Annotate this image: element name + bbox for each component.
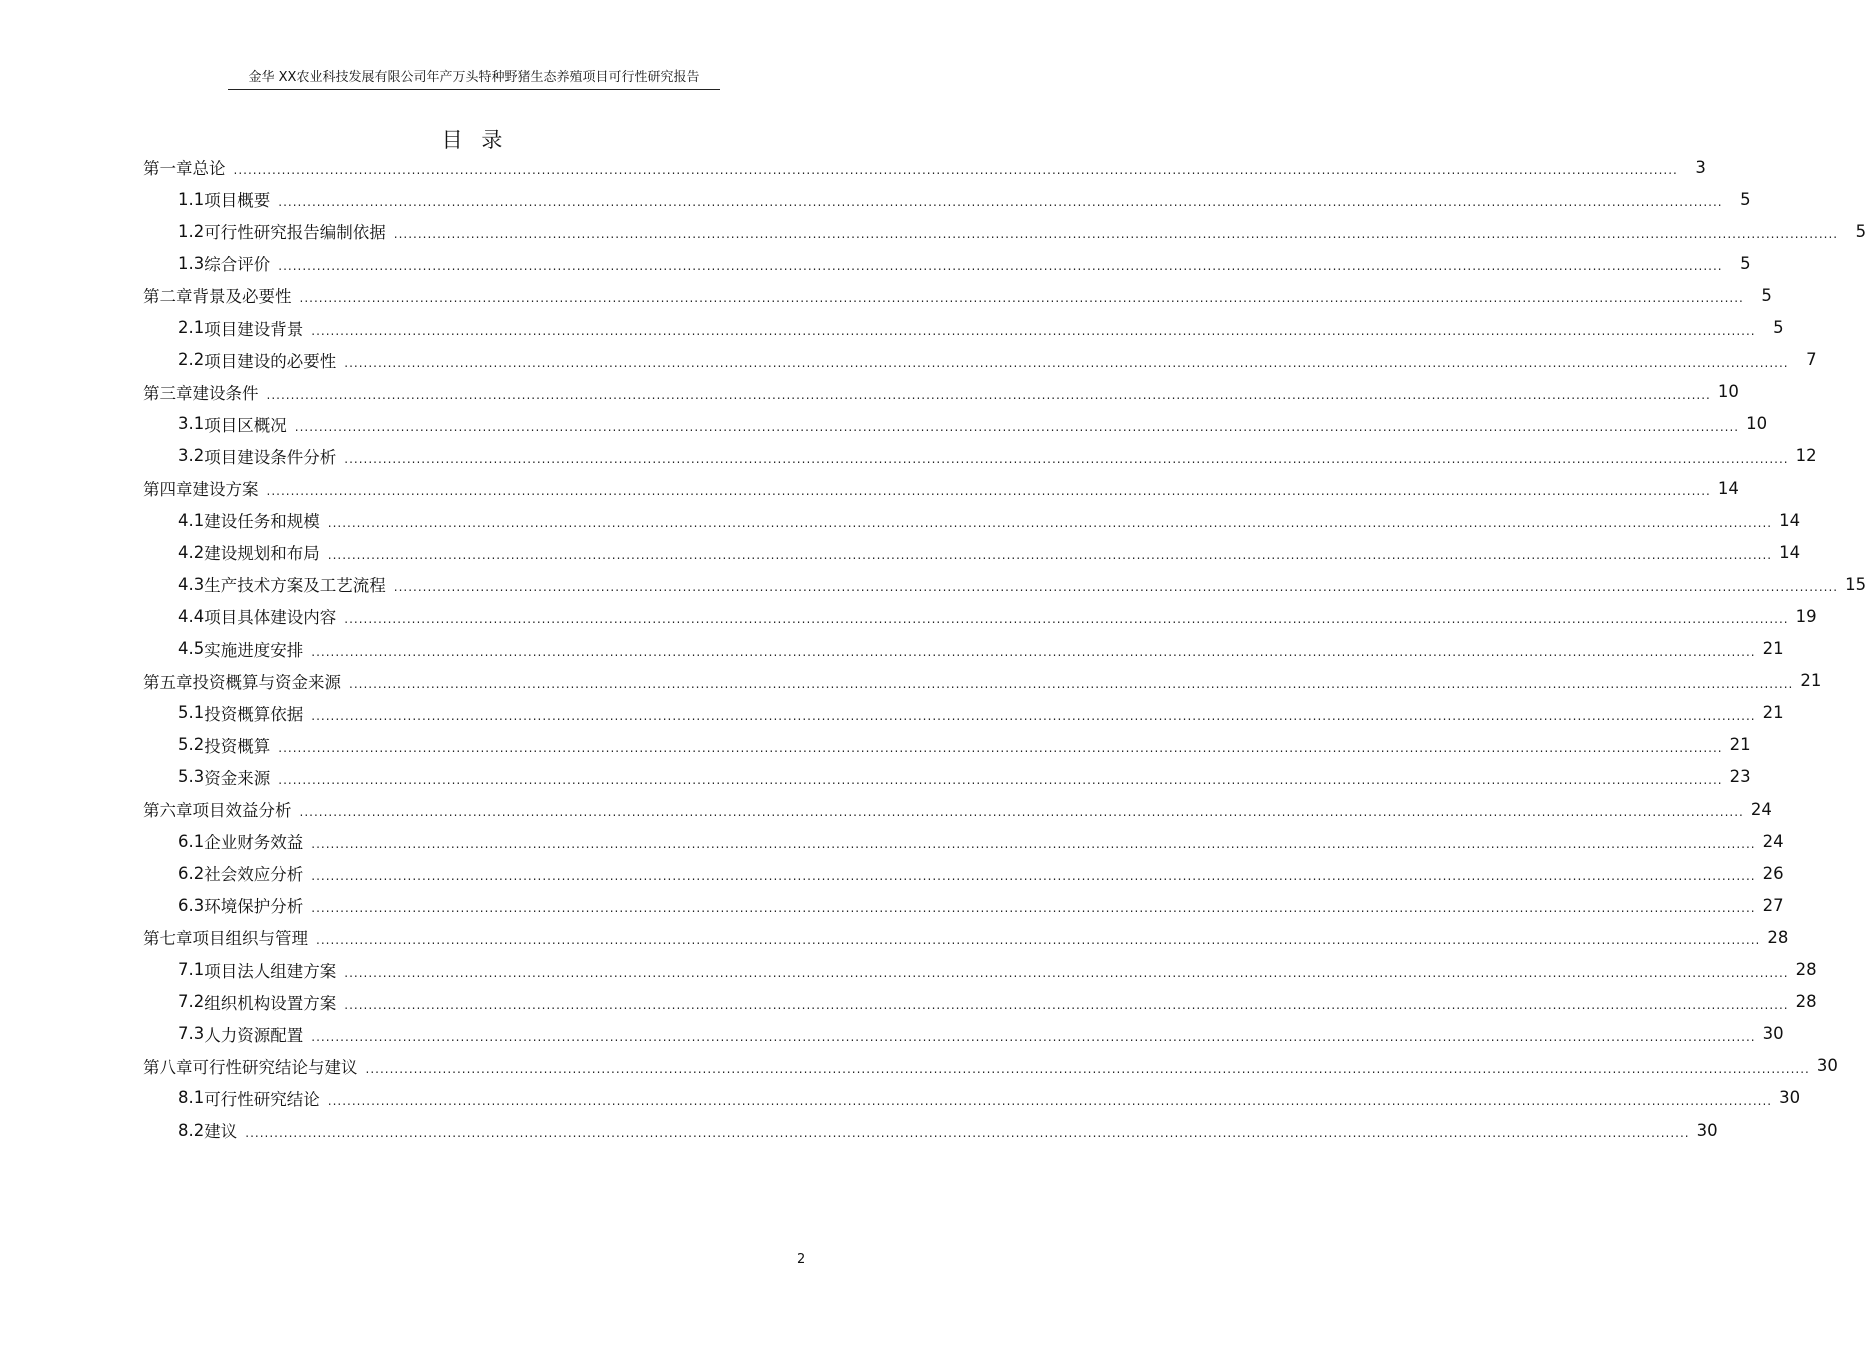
- toc-entry-number: 1.1: [178, 189, 205, 209]
- toc-leader-dots: ............................................................................................................................................................................................................................................................................................................: [233, 163, 1678, 177]
- toc-entry[interactable]: [178, 761, 1751, 793]
- toc-entry-title: 项目建设背景: [204, 319, 304, 339]
- toc-entry[interactable]: [178, 1114, 1718, 1146]
- toc-entry-title: 可行性研究结论: [204, 1089, 320, 1109]
- toc-entry-page: 21: [1800, 671, 1822, 691]
- toc-entry-title: 综合评价: [204, 255, 271, 275]
- running-header: 金华 XX农业科技发展有限公司年产万头特种野猪生态养殖项目可行性研究报告: [228, 70, 720, 90]
- toc-entry-number: 4.1: [178, 510, 205, 530]
- toc-entry-number: 6.3: [178, 895, 205, 915]
- toc-entry-page: 28: [1767, 927, 1789, 947]
- toc-entry-title: 投资概算与资金来源: [192, 672, 341, 692]
- toc-leader-dots: ............................................................................................................................................................................................................................................................................................................: [344, 612, 1789, 627]
- toc-entry-number: 第六章: [143, 801, 193, 820]
- toc-entry-number: 5.2: [178, 735, 205, 755]
- toc-entry-page: 26: [1762, 863, 1784, 883]
- toc-entry-title: 实施进度安排: [204, 640, 304, 660]
- toc-entry-page: 10: [1717, 382, 1739, 402]
- toc-entry-title: 建设方案: [192, 480, 259, 499]
- toc-leader-dots: ............................................................................................................................................................................................................................................................................................................: [266, 484, 1711, 498]
- toc-entry-title: 项目概要: [204, 191, 271, 211]
- toc-leader-dots: ............................................................................................................................................................................................................................................................................................................: [311, 837, 1756, 852]
- toc-entry-number: 7.1: [178, 960, 205, 979]
- toc-leader-dots: ............................................................................................................................................................................................................................................................................................................: [311, 644, 1756, 659]
- toc-entry-page: 14: [1717, 478, 1739, 498]
- toc-entry-page: 12: [1795, 446, 1817, 466]
- toc-entry-number: 5.3: [178, 767, 205, 787]
- toc-entry-title: 可行性研究报告编制依据: [204, 223, 386, 243]
- toc-entry-number: 第一章: [143, 159, 193, 178]
- toc-entry-page: 23: [1729, 767, 1751, 787]
- toc-entry-title: 投资概算依据: [204, 704, 304, 724]
- toc-entry[interactable]: [178, 697, 1784, 729]
- toc-entry[interactable]: [178, 600, 1817, 632]
- toc-entry-page: 5: [1855, 221, 1866, 241]
- toc-entry-number: 5.1: [178, 703, 205, 723]
- toc-entry-title: 投资概算: [204, 736, 271, 756]
- toc-leader-dots: ............................................................................................................................................................................................................................................................................................................: [299, 805, 1744, 819]
- toc-entry-number: 7.3: [178, 1024, 205, 1044]
- toc-entry-page: 5: [1740, 253, 1751, 273]
- toc-leader-dots: ............................................................................................................................................................................................................................................................................................................: [299, 291, 1744, 306]
- toc-entry[interactable]: [178, 215, 1866, 247]
- toc-leader-dots: ............................................................................................................................................................................................................................................................................................................: [245, 1126, 1690, 1140]
- toc-entry-page: 30: [1779, 1088, 1801, 1108]
- toc-entry-page: 27: [1762, 895, 1784, 915]
- toc-leader-dots: ............................................................................................................................................................................................................................................................................................................: [327, 548, 1773, 563]
- toc-entry[interactable]: [178, 954, 1817, 986]
- toc-leader-dots: ............................................................................................................................................................................................................................................................................................................: [393, 580, 1839, 595]
- toc-entry[interactable]: [178, 536, 1801, 568]
- toc-entry-number: 第四章: [143, 480, 193, 499]
- toc-entry-number: 1.2: [178, 221, 205, 241]
- toc-entry[interactable]: [143, 151, 1706, 183]
- toc-entry-page: 10: [1746, 414, 1768, 434]
- toc-entry-number: 第七章: [143, 929, 193, 949]
- toc-entry[interactable]: [143, 793, 1772, 825]
- toc-entry[interactable]: [178, 889, 1784, 921]
- toc-entry-page: 21: [1762, 703, 1784, 723]
- toc-entry-title: 生产技术方案及工艺流程: [204, 576, 386, 596]
- toc-entry-number: 第三章: [143, 383, 193, 403]
- toc-entry-page: 30: [1816, 1056, 1838, 1076]
- toc-leader-dots: ............................................................................................................................................................................................................................................................................................................: [266, 387, 1711, 402]
- toc-entry-title: 项目建设的必要性: [204, 351, 337, 371]
- toc-entry-page: 28: [1795, 960, 1817, 979]
- toc-entry[interactable]: [178, 312, 1784, 344]
- toc-entry-title: 可行性研究结论与建议: [192, 1057, 358, 1077]
- toc-entry[interactable]: [143, 472, 1739, 504]
- toc-leader-dots: ............................................................................................................................................................................................................................................................................................................: [278, 740, 1723, 755]
- toc-leader-dots: ............................................................................................................................................................................................................................................................................................................: [365, 1061, 1810, 1076]
- toc-leader-dots: ............................................................................................................................................................................................................................................................................................................: [327, 1093, 1773, 1108]
- toc-leader-dots: ............................................................................................................................................................................................................................................................................................................: [316, 933, 1761, 948]
- toc-leader-dots: ............................................................................................................................................................................................................................................................................................................: [311, 901, 1756, 916]
- toc-entry-title: 组织机构设置方案: [204, 993, 337, 1013]
- toc-entry-number: 4.2: [178, 542, 205, 562]
- toc-entry-page: 24: [1750, 799, 1772, 819]
- toc-entry-title: 项目法人组建方案: [204, 961, 337, 981]
- toc-entry-page: 15: [1845, 574, 1866, 594]
- toc-entry-title: 企业财务效益: [204, 833, 304, 853]
- toc-leader-dots: ............................................................................................................................................................................................................................................................................................................: [344, 451, 1789, 466]
- toc-entry-page: 5: [1740, 189, 1751, 209]
- toc-leader-dots: ............................................................................................................................................................................................................................................................................................................: [327, 516, 1773, 531]
- toc-leader-dots: ............................................................................................................................................................................................................................................................................................................: [311, 869, 1756, 884]
- toc-entry[interactable]: [143, 921, 1789, 953]
- toc-entry-page: 14: [1779, 510, 1801, 530]
- toc-entry-number: 4.5: [178, 639, 205, 658]
- toc-entry-title: 建设任务和规模: [204, 512, 320, 532]
- toc-entry-number: 8.2: [178, 1120, 205, 1140]
- toc-entry-title: 建设条件: [192, 383, 259, 403]
- toc-leader-dots: ............................................................................................................................................................................................................................................................................................................: [344, 997, 1789, 1012]
- toc-entry[interactable]: [178, 440, 1817, 472]
- toc-entry-number: 6.1: [178, 831, 205, 851]
- toc-entry[interactable]: [178, 857, 1784, 889]
- toc-entry[interactable]: [178, 408, 1768, 440]
- toc-entry-title: 背景及必要性: [192, 287, 292, 307]
- toc-leader-dots: ............................................................................................................................................................................................................................................................................................................: [311, 1029, 1756, 1044]
- toc-entry[interactable]: [178, 344, 1817, 376]
- toc-entry-page: 30: [1762, 1024, 1784, 1044]
- toc-entry-title: 建设规划和布局: [204, 544, 320, 564]
- page-number: 2: [797, 1252, 806, 1267]
- toc-entry[interactable]: [178, 825, 1784, 857]
- toc-entry-page: 7: [1806, 350, 1817, 370]
- toc-entry-number: 4.3: [178, 574, 205, 594]
- toc-title: 目 录: [441, 128, 509, 152]
- toc-entry-page: 3: [1695, 157, 1706, 177]
- toc-entry-number: 2.1: [178, 318, 205, 337]
- toc-entry-number: 6.2: [178, 863, 205, 883]
- toc-entry-title: 建议: [204, 1122, 238, 1141]
- toc-entry[interactable]: [178, 633, 1784, 665]
- toc-entry-title: 项目具体建设内容: [204, 608, 337, 628]
- toc-entry-number: 2.2: [178, 350, 205, 370]
- toc-entry-page: 14: [1779, 542, 1801, 562]
- toc-leader-dots: ............................................................................................................................................................................................................................................................................................................: [349, 676, 1794, 691]
- toc-entry-title: 项目建设条件分析: [204, 447, 337, 467]
- toc-leader-dots: ............................................................................................................................................................................................................................................................................................................: [311, 323, 1756, 338]
- toc-entry[interactable]: [178, 1018, 1784, 1050]
- toc-entry-number: 1.3: [178, 253, 205, 273]
- toc-entry[interactable]: [178, 1082, 1801, 1114]
- toc-entry-page: 30: [1696, 1120, 1718, 1140]
- toc-leader-dots: ............................................................................................................................................................................................................................................................................................................: [278, 259, 1723, 274]
- toc-entry-number: 第八章: [143, 1057, 193, 1077]
- toc-entry-title: 项目效益分析: [192, 801, 292, 820]
- toc-entry-page: 19: [1795, 606, 1817, 626]
- toc-entry-title: 人力资源配置: [204, 1025, 304, 1045]
- toc-leader-dots: ............................................................................................................................................................................................................................................................................................................: [278, 195, 1723, 210]
- toc-entry-page: 5: [1773, 318, 1784, 337]
- toc-entry-number: 4.4: [178, 606, 205, 626]
- toc-entry-number: 3.1: [178, 414, 205, 434]
- toc-entry[interactable]: [143, 1050, 1838, 1082]
- toc-leader-dots: ............................................................................................................................................................................................................................................................................................................: [344, 355, 1789, 370]
- toc-entry-number: 第二章: [143, 287, 193, 307]
- toc-entry[interactable]: [178, 729, 1751, 761]
- toc-entry[interactable]: [143, 376, 1739, 408]
- toc-entry-title: 环境保护分析: [204, 897, 304, 917]
- toc-entry-page: 21: [1762, 639, 1784, 658]
- toc-entry-title: 社会效应分析: [204, 865, 304, 885]
- toc-leader-dots: ............................................................................................................................................................................................................................................................................................................: [278, 772, 1723, 787]
- toc-leader-dots: ............................................................................................................................................................................................................................................................................................................: [311, 708, 1756, 723]
- toc-entry-title: 项目区概况: [204, 415, 287, 435]
- toc-entry-number: 3.2: [178, 446, 205, 466]
- toc-entry[interactable]: [178, 568, 1866, 600]
- toc-entry-title: 资金来源: [204, 768, 271, 788]
- toc-entry-page: 21: [1729, 735, 1751, 755]
- toc-entry-title: 总论: [192, 159, 226, 178]
- toc-leader-dots: ............................................................................................................................................................................................................................................................................................................: [294, 419, 1740, 434]
- toc-entry-number: 8.1: [178, 1088, 205, 1108]
- toc-entry[interactable]: [178, 247, 1751, 279]
- toc-entry[interactable]: [143, 279, 1772, 311]
- toc-entry[interactable]: [178, 986, 1817, 1018]
- toc-leader-dots: ............................................................................................................................................................................................................................................................................................................: [344, 965, 1789, 980]
- toc-entry-title: 项目组织与管理: [192, 929, 308, 949]
- toc-entry-page: 24: [1762, 831, 1784, 851]
- toc-leader-dots: ............................................................................................................................................................................................................................................................................................................: [393, 227, 1839, 242]
- toc-entry-page: 5: [1761, 285, 1772, 305]
- toc-entry-page: 28: [1795, 992, 1817, 1012]
- toc-entry-number: 7.2: [178, 992, 205, 1012]
- toc-entry-number: 第五章: [143, 672, 193, 692]
- toc-entry[interactable]: [143, 665, 1822, 697]
- toc-entry[interactable]: [178, 504, 1801, 536]
- toc-entry[interactable]: [178, 183, 1751, 215]
